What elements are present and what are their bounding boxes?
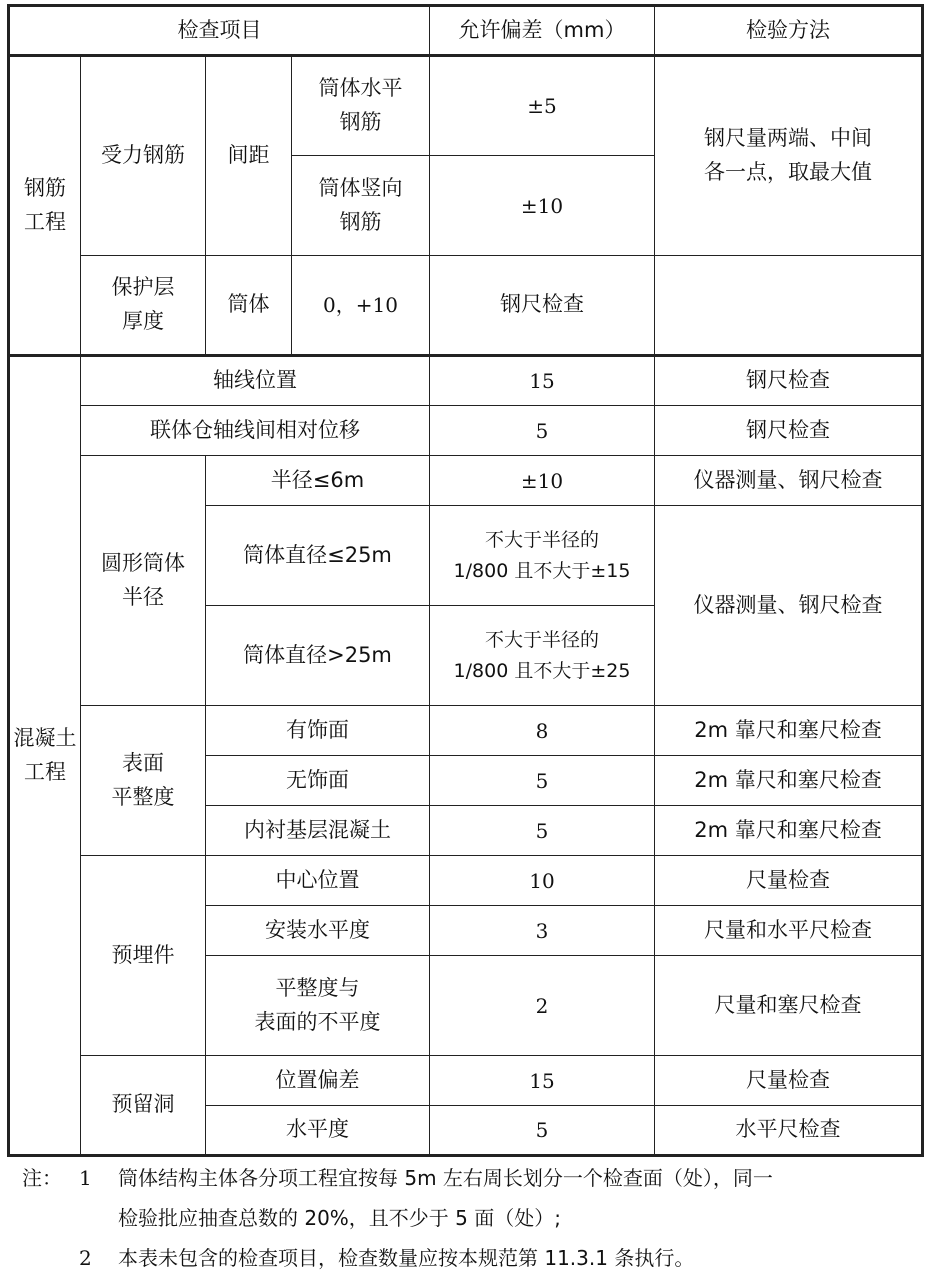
note-2-number: 2 — [79, 1246, 92, 1270]
flatness-finish: 有饰面 — [206, 706, 430, 756]
note-label: 注： — [22, 1166, 62, 1190]
stressed-rebar: 受力钢筋 — [81, 56, 206, 256]
rebar-category: 钢筋 工程 — [9, 56, 81, 356]
horizontal-rebar: 筒体水平 钢筋 — [292, 56, 430, 156]
concrete-category: 混凝土 工程 — [9, 356, 81, 1156]
diameter-method: 仪器测量、钢尺检查 — [655, 506, 923, 706]
embed-level-method: 尺量和水平尺检查 — [655, 906, 923, 956]
spacing-label: 间距 — [206, 56, 292, 256]
flatness-nofinish-method: 2m 靠尺和塞尺检查 — [655, 756, 923, 806]
relative-tolerance: 5 — [430, 406, 655, 456]
hole-level-tolerance: 5 — [430, 1106, 655, 1156]
header-item: 检查项目 — [9, 6, 430, 56]
cover-tolerance: 0，+10 — [292, 256, 430, 356]
relative-method: 钢尺检查 — [655, 406, 923, 456]
note-1 — [22, 1158, 922, 1198]
hole-group: 预留洞 — [81, 1056, 206, 1156]
hole-position-method: 尺量检查 — [655, 1056, 923, 1106]
hole-level: 水平度 — [206, 1106, 430, 1156]
radius-le6-tolerance: ±10 — [430, 456, 655, 506]
vertical-tolerance: ±10 — [430, 156, 655, 256]
flatness-nofinish-tolerance: 5 — [430, 756, 655, 806]
radius-le6-method: 仪器测量、钢尺检查 — [655, 456, 923, 506]
embed-group: 预埋件 — [81, 856, 206, 1056]
embed-level: 安装水平度 — [206, 906, 430, 956]
note-2 — [22, 1238, 922, 1278]
cover-thickness: 保护层 厚度 — [81, 256, 206, 356]
note-2-text: 本表未包含的检查项目，检查数量应按本规范第 11.3.1 条执行。 — [118, 1246, 695, 1270]
flatness-finish-tolerance: 8 — [430, 706, 655, 756]
diameter-le25-tolerance: 不大于半径的 1/800 且不大于±15 — [430, 506, 655, 606]
spacing-method: 钢尺量两端、中间 各一点，取最大值 — [655, 56, 923, 256]
hole-position: 位置偏差 — [206, 1056, 430, 1106]
relative-displacement: 联体仓轴线间相对位移 — [81, 406, 430, 456]
embed-center-method: 尺量检查 — [655, 856, 923, 906]
flatness-group: 表面 平整度 — [81, 706, 206, 856]
axis-method: 钢尺检查 — [655, 356, 923, 406]
radius-le6: 半径≤6m — [206, 456, 430, 506]
note-1-continued: 检验批应抽查总数的 20%，且不少于 5 面（处）; — [118, 1206, 561, 1230]
embed-center-tolerance: 10 — [430, 856, 655, 906]
note-1-number: 1 — [79, 1166, 92, 1190]
header-tolerance: 允许偏差（mm） — [430, 6, 655, 56]
horizontal-tolerance: ±5 — [430, 56, 655, 156]
inspection-table — [7, 4, 924, 1157]
diameter-gt25: 筒体直径>25m — [206, 606, 430, 706]
header-method: 检验方法 — [655, 6, 923, 56]
radius-group: 圆形筒体 半径 — [81, 456, 206, 706]
embed-flatness-tolerance: 2 — [430, 956, 655, 1056]
flatness-lining-tolerance: 5 — [430, 806, 655, 856]
axis-tolerance: 15 — [430, 356, 655, 406]
hole-level-method: 水平尺检查 — [655, 1106, 923, 1156]
axis-position: 轴线位置 — [81, 356, 430, 406]
embed-flatness-method: 尺量和塞尺检查 — [655, 956, 923, 1056]
hole-position-tolerance: 15 — [430, 1056, 655, 1106]
diameter-gt25-tolerance: 不大于半径的 1/800 且不大于±25 — [430, 606, 655, 706]
diameter-le25: 筒体直径≤25m — [206, 506, 430, 606]
embed-level-tolerance: 3 — [430, 906, 655, 956]
flatness-lining: 内衬基层混凝土 — [206, 806, 430, 856]
table-notes — [22, 1158, 922, 1278]
flatness-finish-method: 2m 靠尺和塞尺检查 — [655, 706, 923, 756]
note-1-text: 筒体结构主体各分项工程宜按每 5m 左右周长划分一个检查面（处），同一 — [118, 1166, 773, 1190]
vertical-rebar: 筒体竖向 钢筋 — [292, 156, 430, 256]
embed-center: 中心位置 — [206, 856, 430, 906]
cover-method: 钢尺检查 — [430, 256, 655, 356]
flatness-nofinish: 无饰面 — [206, 756, 430, 806]
cover-item: 筒体 — [206, 256, 292, 356]
flatness-lining-method: 2m 靠尺和塞尺检查 — [655, 806, 923, 856]
embed-flatness: 平整度与 表面的不平度 — [206, 956, 430, 1056]
